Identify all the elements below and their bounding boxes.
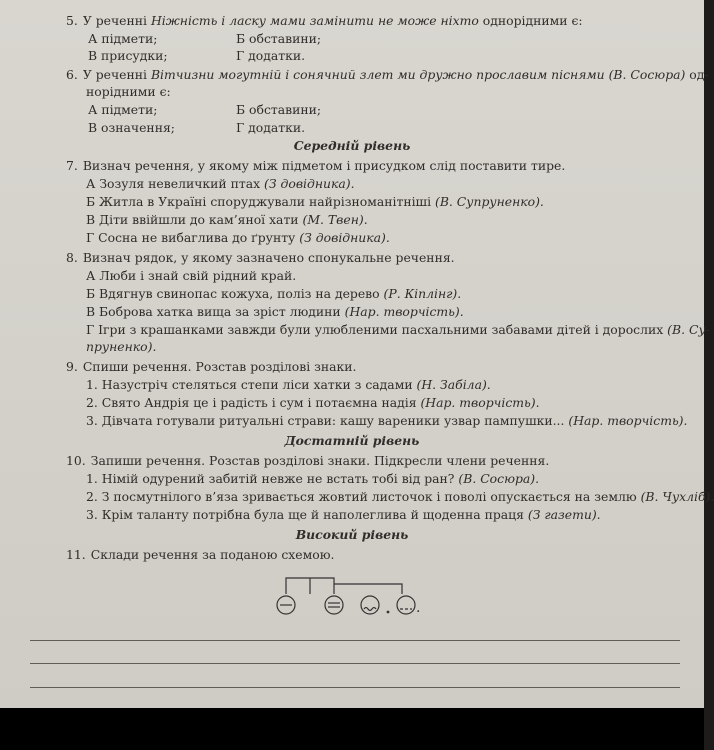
q9-item-3: 3. Дівчата готували ритуальні страви: кашу вареники узвар пампушки... (Нар. творчість). — [86, 413, 688, 428]
heading-sufficient-level: Достатній рівень — [284, 433, 420, 448]
q8-option-a: А Люби і знай свій рідний край. — [86, 268, 297, 283]
scheme-connector — [286, 578, 334, 594]
q5-option-v: В присудки; — [88, 48, 168, 63]
q6-option-v: В означення; — [88, 120, 175, 135]
question-7: 7. Визнач речення, у якому між підметом і присудком слід поставити тире. — [66, 158, 566, 173]
q6-option-a: А підмети; — [88, 102, 158, 117]
q10-item-1: 1. Німій одурений забитій невже не встать тобі від ран? (В. Сосюра). — [86, 471, 540, 486]
question-10: 10. Запиши речення. Розстав розділові знаки. Підкресли члени речення. — [66, 453, 550, 468]
heading-high-level: Високий рівень — [295, 527, 409, 542]
heading-middle-level: Середній рівень — [293, 138, 411, 153]
scheme-connector — [334, 584, 402, 594]
question-9: 9. Спиши речення. Розстав розділові знаки. — [66, 359, 357, 374]
sentence-scheme-diagram — [270, 574, 450, 626]
question-5: 5. У реченні Ніжність і ласку мами замінити не може ніхто однорідними є: — [66, 13, 583, 28]
scheme-predicate-circle — [325, 596, 343, 614]
question-11: 11. Склади речення за поданою схемою. — [66, 547, 335, 562]
q7-option-g: Г Сосна не вибаглива до ґрунту (З довідника). — [86, 230, 390, 245]
q8-option-v: В Боброва хатка вища за зріст людини (Нар. творчість). — [86, 304, 464, 319]
scheme-end-mark: . — [416, 600, 421, 616]
scheme-modifier-circle — [361, 596, 379, 614]
q6-option-b: Б обставини; — [236, 102, 322, 117]
q5-option-a: А підмети; — [88, 31, 158, 46]
dark-bottom-edge — [0, 708, 704, 750]
q6-option-g: Г додатки. — [236, 120, 306, 135]
q7-option-b: Б Житла в Україні споруджували найрізноманітніші (В. Супруненко). — [86, 194, 544, 209]
question-6: 6. У реченні Вітчизни могутній і сонячний злет ми дружно прославим піснями (В. Сосюра) од- — [66, 67, 709, 82]
q9-item-1: 1. Назустріч стеляться степи ліси хатки з садами (Н. Забіла). — [86, 377, 491, 392]
writing-line — [30, 687, 680, 688]
modifier-wavy-underline — [364, 608, 376, 611]
scheme-object-circle — [397, 596, 415, 614]
q5-option-g: Г додатки. — [236, 48, 306, 63]
q7-option-a: А Зозуля невеличкий птах (З довідника). — [86, 176, 355, 191]
question-8: 8. Визнач рядок, у якому зазначено спонукальне речення. — [66, 250, 455, 265]
q8-option-g-continued: пруненко). — [86, 339, 157, 354]
q5-option-b: Б обставини; — [236, 31, 322, 46]
writing-line — [30, 640, 680, 641]
q9-item-2: 2. Свято Андрія це і радість і сум і потаємна надія (Нар. творчість). — [86, 395, 540, 410]
q7-option-v: В Діти ввійшли до кам’яної хати (М. Твен). — [86, 212, 368, 227]
writing-line — [30, 663, 680, 664]
q8-option-b: Б Вдягнув свинопас кожуха, поліз на дерево (Р. Кіплінг). — [86, 286, 462, 301]
scheme-comma-dot — [387, 611, 390, 614]
question-6-continued: норідними є: — [86, 84, 171, 99]
q10-item-3: 3. Крім таланту потрібна була ще й наполеглива й щоденна праця (З газети). — [86, 507, 601, 522]
q8-option-g: Г Ігри з крашанками завжди були улюбленими пасхальними забавами дітей і дорослих (В. Су- — [86, 322, 710, 337]
q10-item-2: 2. З посмутнілого в’яза зривається жовтий листочок і поволі опускається на землю (В. Чухліб). — [86, 489, 714, 504]
